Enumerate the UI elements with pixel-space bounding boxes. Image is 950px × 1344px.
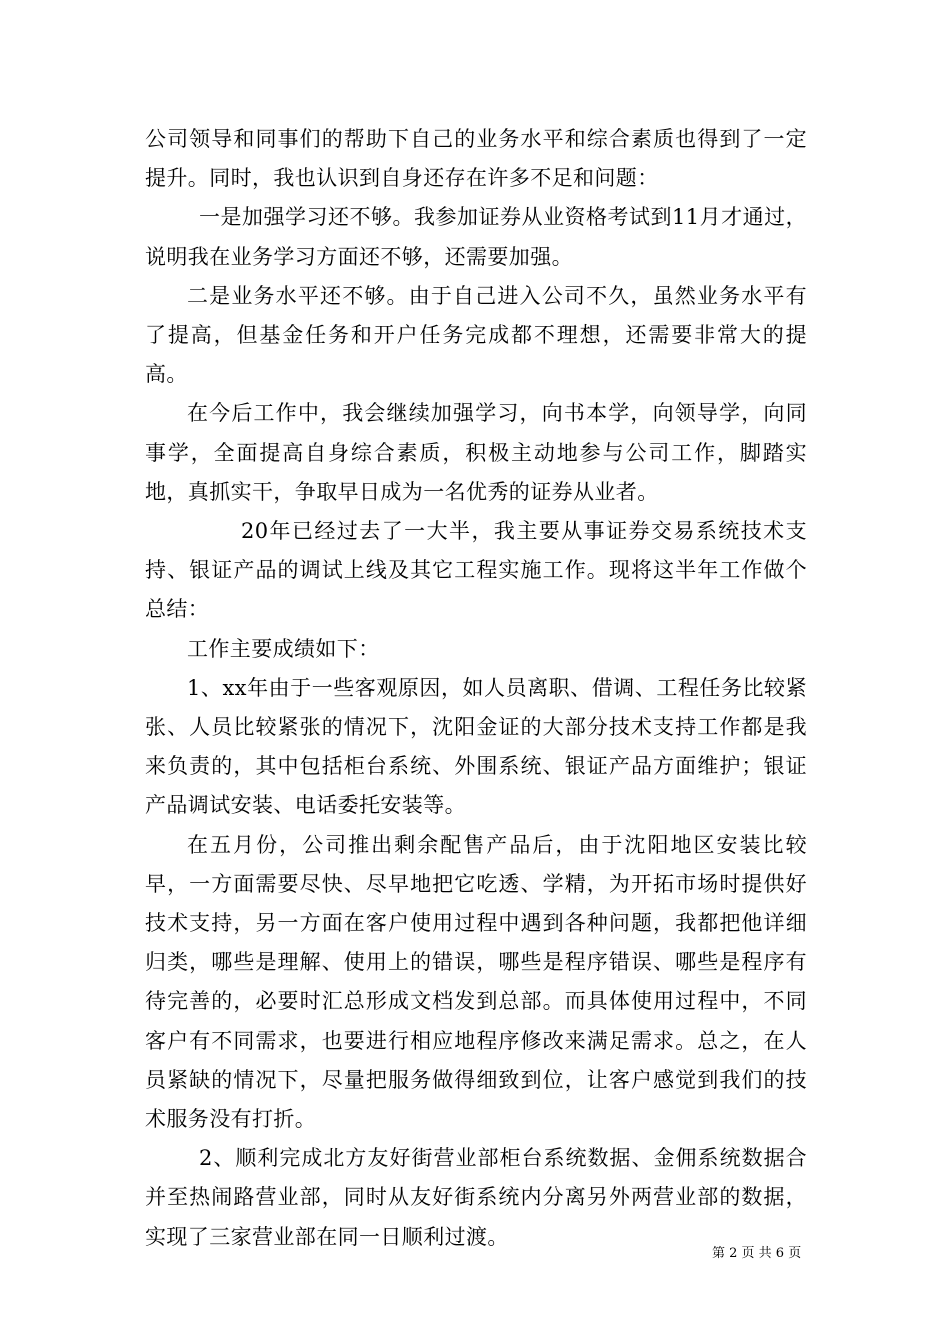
paragraph-5: 20年已经过去了一大半，我主要从事证券交易系统技术支持、银证产品的调试上线及其它工程实施工作。现将这半年工作做个总结： <box>145 519 807 622</box>
paragraph-9: 2、顺利完成北方友好街营业部柜台系统数据、金佣系统数据合并至热闹路营业部，同时从友好街系统内分离另外两营业部的数据，实现了三家营业部在同一日顺利过渡。 <box>145 1146 807 1249</box>
paragraph-8: 在五月份，公司推出剩余配售产品后，由于沈阳地区安装比较早，一方面需要尽快、尽早地把它吃透、学精，为开拓市场时提供好技术支持，另一方面在客户使用过程中遇到各种问题，我都把他详细归类，哪些是理解、使用上的错误，哪些是程序错误、哪些是程序有待完善的，必要时汇总形成文档发到总部。而具体使用过程中，不同客户有不同需求，也要进行相应地程序修改来满足需求。总之，在人员紧缺的情况下，尽量把服务做得细致到位，让客户感觉到我们的技术服务没有打折。 <box>145 832 807 1132</box>
page-number: 第 2 页 共 6 页 <box>712 1246 802 1261</box>
paragraph-7: 1、xx年由于一些客观原因，如人员离职、借调、工程任务比较紧张、人员比较紧张的情况下，沈阳金证的大部分技术支持工作都是我来负责的，其中包括柜台系统、外围系统、银证产品方面维护；银证产品调试安装、电话委托安装等。 <box>145 675 807 818</box>
paragraph-1: 公司领导和同事们的帮助下自己的业务水平和综合素质也得到了一定提升。同时，我也认识到自身还存在许多不足和问题： <box>145 127 807 191</box>
document-body <box>145 120 807 1257</box>
paragraph-4: 在今后工作中，我会继续加强学习，向书本学，向领导学，向同事学，全面提高自身综合素质，积极主动地参与公司工作，脚踏实地，真抓实干，争取早日成为一名优秀的证券从业者。 <box>145 401 807 504</box>
paragraph-3: 二是业务水平还不够。由于自己进入公司不久，虽然业务水平有了提高，但基金任务和开户任务完成都不理想，还需要非常大的提高。 <box>145 283 807 387</box>
paragraph-2: 一是加强学习还不够。我参加证券从业资格考试到11月才通过，说明我在业务学习方面还不够，还需要加强。 <box>145 205 807 269</box>
paragraph-6: 工作主要成绩如下： <box>187 636 380 661</box>
